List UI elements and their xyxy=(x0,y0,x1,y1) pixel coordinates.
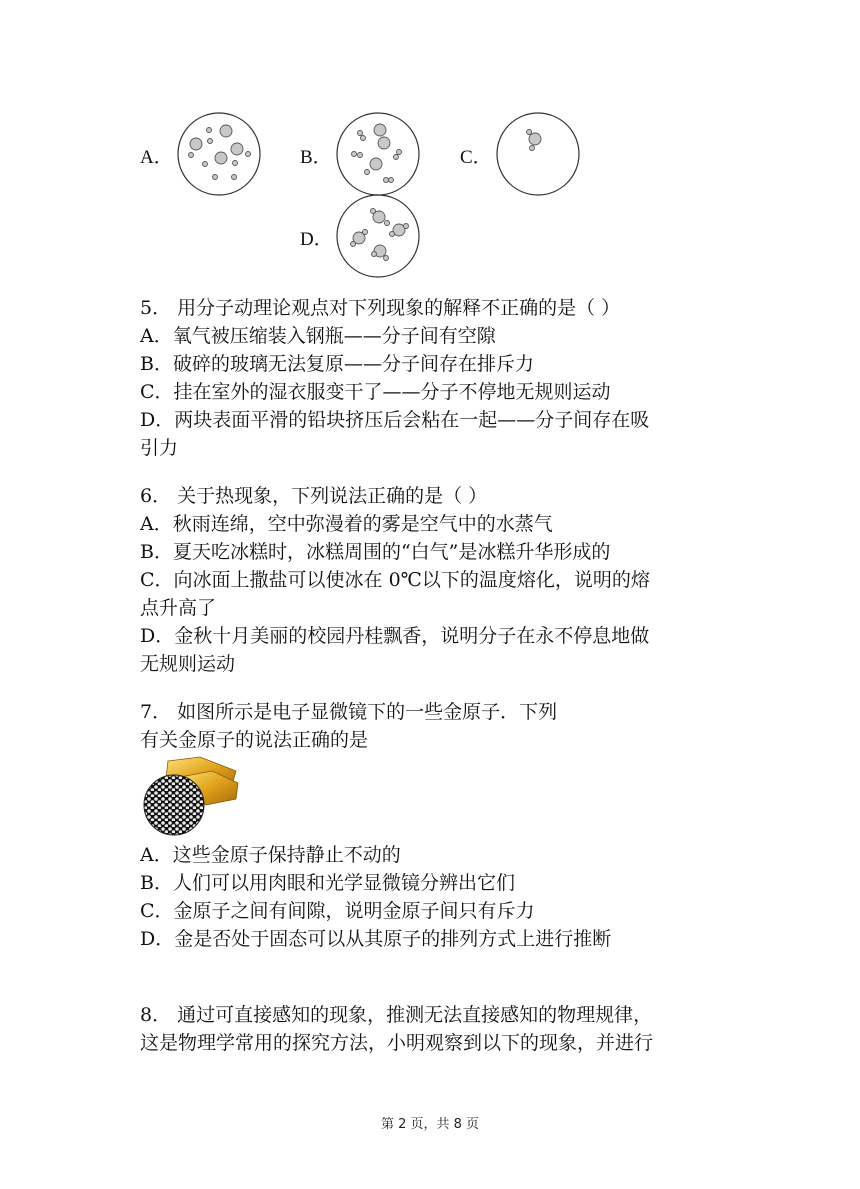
question-7-option-a: A．这些金原子保持静止不动的 xyxy=(140,844,401,866)
question-6-option-d: D．金秋十月美丽的校园丹桂飘香，说明分子在永不停息地做 xyxy=(140,625,650,647)
question-5-option-c: C．挂在室外的湿衣服变干了——分子不停地无规则运动 xyxy=(140,381,611,403)
question-7-option-c: C．金原子之间有间隙，说明金原子间只有斥力 xyxy=(140,900,535,922)
figure-a-molecule-diagram xyxy=(175,110,263,198)
question-7-options xyxy=(140,841,730,953)
figure-c-molecule-diagram xyxy=(494,110,582,198)
question-7-stem-line-1: 7． 如图所示是电子显微镜下的一些金原子．下列 xyxy=(140,701,558,723)
question-7-option-b: B．人们可以用肉眼和光学显微镜分辨出它们 xyxy=(140,872,515,894)
figure-option-d-label: D． xyxy=(300,229,333,250)
gold-atoms-microscope-image xyxy=(140,755,240,840)
question-8-stem-line-1: 8． 通过可直接感知的现象，推测无法直接感知的物理规律， xyxy=(140,1004,653,1026)
question-8 xyxy=(140,1001,730,1057)
question-6-option-a: A．秋雨连绵，空中弥漫着的雾是空气中的水蒸气 xyxy=(140,513,553,535)
figure-d-molecule-diagram xyxy=(334,192,422,280)
question-5-stem: 5． 用分子动理论观点对下列现象的解释不正确的是（ ） xyxy=(140,297,621,319)
question-6-option-d-cont: 无规则运动 xyxy=(140,653,236,675)
figure-option-a-label: A． xyxy=(140,147,173,168)
figure-b-molecule-diagram xyxy=(334,110,422,198)
question-6-option-b: B．夏天吃冰糕时，冰糕周围的“白气”是冰糕升华形成的 xyxy=(140,541,611,563)
question-5-option-a: A．氧气被压缩装入钢瓶——分子间有空隙 xyxy=(140,325,496,347)
question-7-option-d: D．金是否处于固态可以从其原子的排列方式上进行推断 xyxy=(140,928,612,950)
question-7-stem-line-2: 有关金原子的说法正确的是 xyxy=(140,729,369,751)
figure-option-c-label: C． xyxy=(460,147,492,168)
page-number-footer: 第 2 页，共 8 页 xyxy=(380,1117,480,1132)
question-6-option-c-cont: 点升高了 xyxy=(140,597,217,619)
question-6-option-c: C．向冰面上撒盐可以使冰在 0℃以下的温度熔化，说明的熔 xyxy=(140,569,650,591)
question-5-option-d-cont: 引力 xyxy=(140,437,179,459)
question-7-stem-block xyxy=(140,698,730,754)
figure-option-b-label: B． xyxy=(300,147,332,168)
question-6 xyxy=(140,482,730,678)
question-6-stem: 6． 关于热现象，下列说法正确的是（ ） xyxy=(140,485,488,507)
question-5-option-b: B．破碎的玻璃无法复原——分子间存在排斥力 xyxy=(140,353,534,375)
question-8-stem-line-2: 这是物理学常用的探究方法，小明观察到以下的现象，并进行 xyxy=(140,1032,654,1054)
question-5 xyxy=(140,294,730,462)
question-5-option-d: D．两块表面平滑的铅块挤压后会粘在一起——分子间存在吸 xyxy=(140,409,650,431)
